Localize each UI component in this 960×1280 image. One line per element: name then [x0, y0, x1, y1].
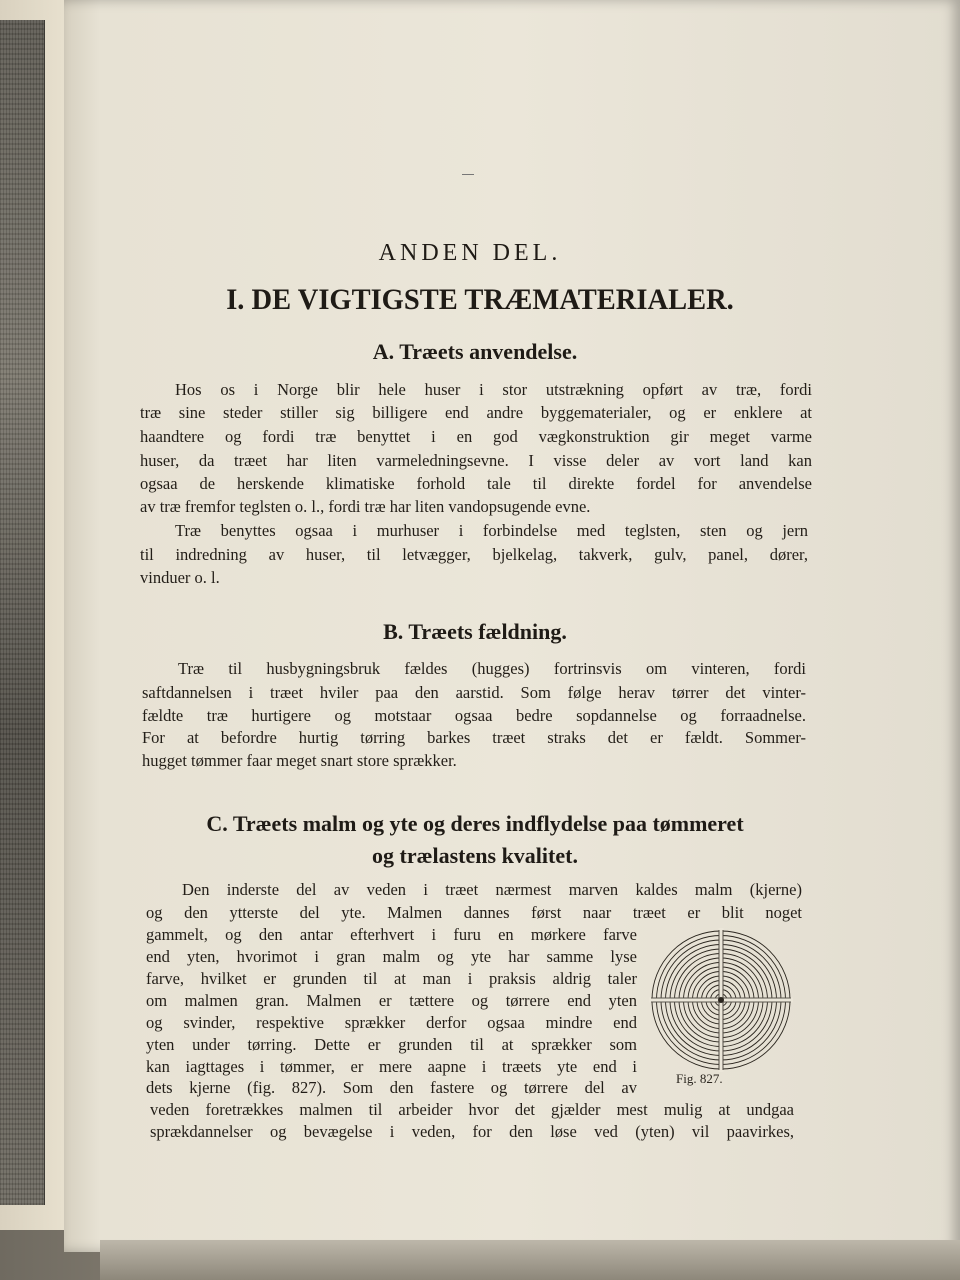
- photo-plate: [0, 20, 45, 1205]
- section-c-line: dets kjerne (fig. 827). Som den fastere og tørrere del av: [146, 1078, 637, 1097]
- section-a-line: ogsaa de herskende klimatiske forhold tale til direkte fordel for anvendelse: [140, 474, 812, 493]
- section-a-line: Hos os i Norge blir hele huser i stor utstrækning opført av træ, fordi: [175, 380, 812, 399]
- section-c-line: veden foretrækkes malmen til arbeider hvor det gjælder mest mulig at undgaa: [150, 1100, 794, 1119]
- section-c-title-cont: og trælastens kvalitet.: [372, 843, 578, 868]
- section-c-line: yten under tørring. Dette er grunden til at sprækker som: [146, 1035, 637, 1054]
- section-b-line: fældte træ hurtigere og motstaar ogsaa bedre sopdannelse og forraadnelse.: [142, 706, 806, 725]
- section-a-title: A. Træets anvendelse.: [372, 339, 578, 364]
- chapter-title: I. DE VIGTIGSTE TRÆMATERIALER.: [226, 283, 734, 316]
- section-b-line: saftdannelsen i træet hviler paa den aarstid. Som følge herav tørrer det vinter-: [142, 683, 806, 702]
- section-c-line: end yten, hvorimot i gran malm og yte har samme lyse: [146, 947, 637, 966]
- section-a-line: huser, da træet har liten varmeledningsevne. I visse deler av vort land kan: [140, 451, 812, 470]
- section-a-line: vinduer o. l.: [140, 568, 220, 587]
- page-edge: [100, 1240, 960, 1280]
- section-c-line: Den inderste del av veden i træet nærmest marven kaldes malm (kjerne): [182, 880, 802, 899]
- section-c-line: og den ytterste del yte. Malmen dannes først naar træet er blit noget: [146, 903, 802, 922]
- section-a-line: haandtere og fordi træ benyttet i en god vægkonstruktion gir meget varme: [140, 427, 812, 446]
- section-c-line: kan iagttages i tømmer, er mere aapne i træets yte end i: [146, 1057, 637, 1076]
- section-c-line: og svinder, respektive sprækker derfor ogsaa mindre end: [146, 1013, 637, 1032]
- section-b-title: B. Træets fældning.: [383, 619, 567, 644]
- page-mark: [462, 174, 474, 175]
- section-a-line: træ sine steder stiller sig billigere end andre byggematerialer, og er enklere at: [140, 403, 812, 422]
- section-b-line: For at befordre hurtig tørring barkes træet straks det er fældt. Sommer-: [142, 728, 806, 747]
- part-heading: ANDEN DEL.: [378, 240, 562, 266]
- section-b-line: Træ til husbygningsbruk fældes (hugges) fortrinsvis om vinteren, fordi: [178, 659, 806, 678]
- section-c-line: sprækdannelser og bevægelse i veden, for den løse ved (yten) vil paavirkes,: [150, 1122, 794, 1141]
- section-c-line: gammelt, og den antar efterhvert i furu en mørkere farve: [146, 925, 637, 944]
- section-a-line: av træ fremfor teglsten o. l., fordi træ har liten vandopsugende evne.: [140, 497, 591, 516]
- section-c-line: om malmen gran. Malmen er tættere og tørrere end yten: [146, 991, 637, 1010]
- section-a-line: Træ benyttes ogsaa i murhuser i forbindelse med teglsten, sten og jern: [175, 521, 808, 540]
- section-a-line: til indredning av huser, til letvægger, bjelkelag, takverk, gulv, panel, dører,: [140, 545, 808, 564]
- figure-caption: Fig. 827.: [676, 1071, 723, 1086]
- section-c-title: C. Træets malm og yte og deres indflydelse paa tømmeret: [206, 811, 744, 836]
- section-b-line: hugget tømmer faar meget snart store sprækker.: [142, 751, 457, 770]
- log-cross-section-figure: [646, 925, 796, 1075]
- section-c-line: farve, hvilket er grunden til at man i praksis aldrig taler: [146, 969, 637, 988]
